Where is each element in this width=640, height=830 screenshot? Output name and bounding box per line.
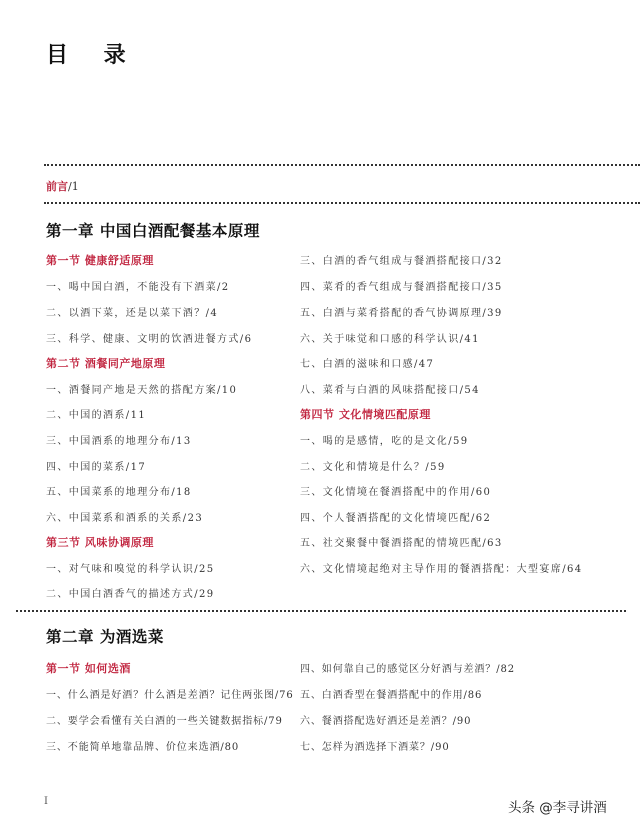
preface-label: 前言 [46, 180, 68, 193]
page-title: 目 录 [46, 43, 140, 68]
section-heading[interactable]: 第一节 健康舒适原理 [46, 254, 154, 267]
toc-entry[interactable]: 三、中国酒系的地理分布/13 [46, 436, 192, 447]
toc-entry[interactable]: 二、中国白酒香气的描述方式/29 [46, 589, 215, 600]
chapter-1-title[interactable]: 第一章 中国白酒配餐基本原理 [46, 222, 260, 240]
toc-entry[interactable]: 六、中国菜系和酒系的关系/23 [46, 513, 204, 524]
toc-entry[interactable]: 五、白酒香型在餐酒搭配中的作用/86 [300, 690, 483, 701]
toc-entry[interactable]: 三、文化情境在餐酒搭配中的作用/60 [300, 487, 492, 498]
toc-entry[interactable]: 二、以酒下菜，还是以菜下酒？/4 [46, 308, 219, 319]
toc-entry[interactable]: 六、餐酒搭配选好酒还是差酒？/90 [300, 716, 472, 727]
toc-entry[interactable]: 三、科学、健康、文明的饮酒进餐方式/6 [46, 334, 253, 345]
toc-entry[interactable]: 六、关于味觉和口感的科学认识/41 [300, 334, 480, 345]
preface-page: /1 [68, 180, 79, 193]
toc-entry[interactable]: 一、什么酒是好酒？什么酒是差酒？记住两张图/76 [46, 690, 294, 701]
section-heading[interactable]: 第三节 风味协调原理 [46, 536, 154, 549]
toc-entry[interactable]: 二、中国的酒系/11 [46, 410, 147, 421]
toc-entry[interactable]: 一、酒餐同产地是天然的搭配方案/10 [46, 385, 238, 396]
page-number: I [44, 796, 48, 807]
toc-entry[interactable]: 三、白酒的香气组成与餐酒搭配接口/32 [300, 256, 503, 267]
divider [44, 164, 640, 166]
toc-entry[interactable]: 三、不能简单地靠品牌、价位来选酒/80 [46, 742, 240, 753]
divider [16, 610, 626, 612]
toc-entry[interactable]: 四、中国的菜系/17 [46, 462, 147, 473]
toc-entry[interactable]: 二、要学会看懂有关白酒的一些关键数据指标/79 [46, 716, 283, 727]
toc-entry[interactable]: 七、怎样为酒选择下酒菜？/90 [300, 742, 450, 753]
toc-entry[interactable]: 六、文化情境起绝对主导作用的餐酒搭配：大型宴席/64 [300, 564, 583, 575]
toc-entry[interactable]: 五、白酒与菜肴搭配的香气协调原理/39 [300, 308, 503, 319]
preface-entry[interactable] [46, 178, 79, 194]
toc-entry[interactable]: 四、如何靠自己的感觉区分好酒与差酒？/82 [300, 664, 515, 675]
toc-entry[interactable]: 一、对气味和嗅觉的科学认识/25 [46, 564, 215, 575]
toc-entry[interactable]: 八、菜肴与白酒的风味搭配接口/54 [300, 385, 480, 396]
toc-entry[interactable]: 二、文化和情境是什么？/59 [300, 462, 446, 473]
section-heading[interactable]: 第二节 酒餐同产地原理 [46, 357, 166, 370]
toc-entry[interactable]: 四、菜肴的香气组成与餐酒搭配接口/35 [300, 282, 503, 293]
chapter-2-title[interactable]: 第二章 为酒选菜 [46, 628, 164, 646]
section-heading[interactable]: 第四节 文化情境匹配原理 [300, 408, 431, 421]
section-heading[interactable]: 第一节 如何选酒 [46, 662, 131, 675]
toc-entry[interactable]: 五、社交聚餐中餐酒搭配的情境匹配/63 [300, 538, 503, 549]
divider [44, 202, 640, 204]
watermark: 头条 @李寻讲酒 [508, 800, 607, 816]
toc-entry[interactable]: 五、中国菜系的地理分布/18 [46, 487, 192, 498]
toc-entry[interactable]: 一、喝中国白酒，不能没有下酒菜/2 [46, 282, 230, 293]
toc-entry[interactable]: 七、白酒的滋味和口感/47 [300, 359, 435, 370]
toc-entry[interactable]: 一、喝的是感情，吃的是文化/59 [300, 436, 469, 447]
toc-entry[interactable]: 四、个人餐酒搭配的文化情境匹配/62 [300, 513, 492, 524]
